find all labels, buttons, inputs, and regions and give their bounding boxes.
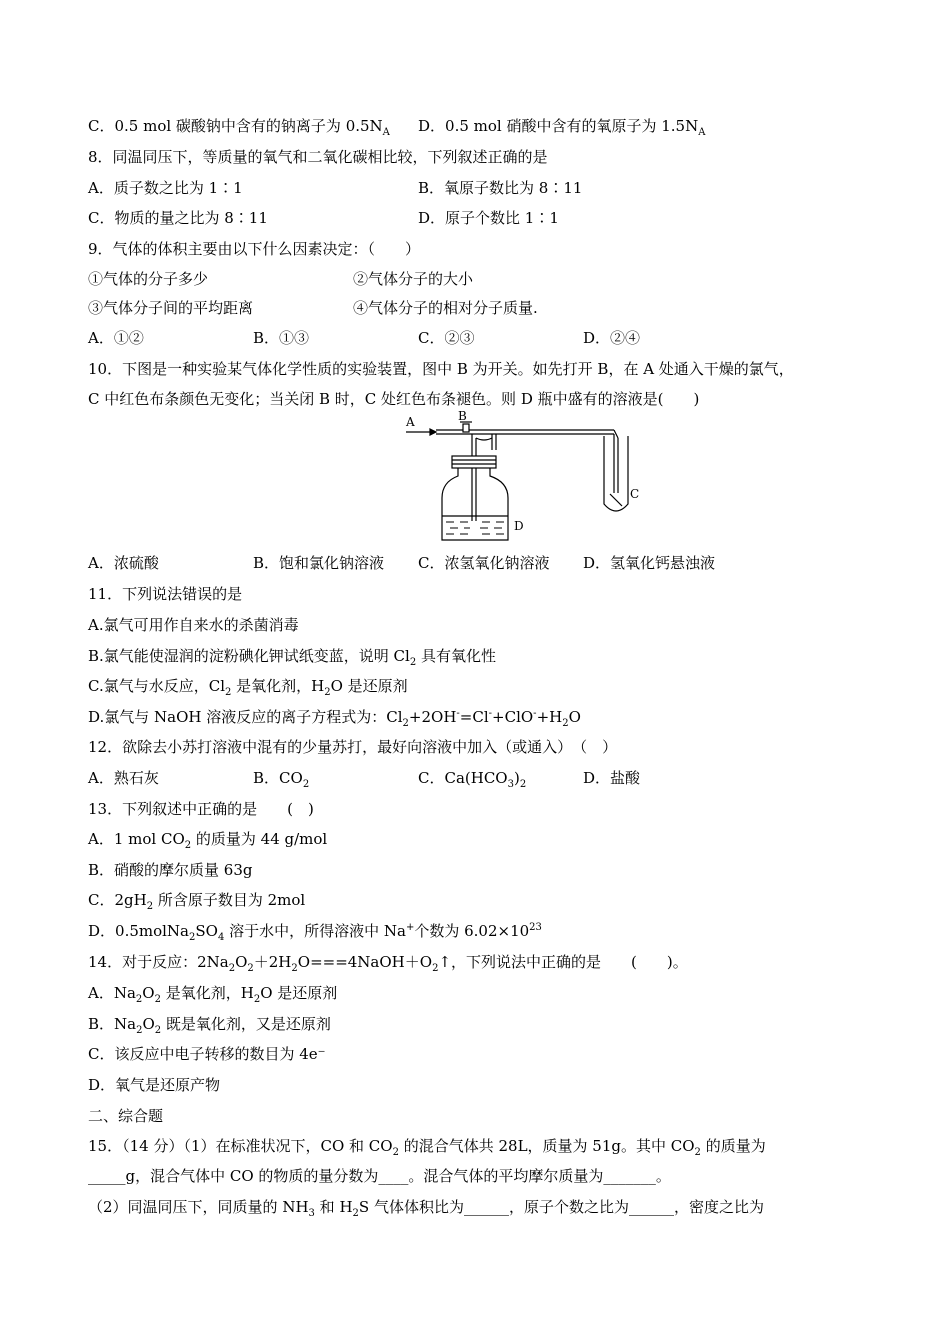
label-c: C <box>630 487 640 501</box>
q11-option-b: B.氯气能使湿润的淀粉碘化钾试纸变蓝，说明 $Cl_2$ 具有氧化性 <box>88 647 496 668</box>
q12-option-a: A．熟石灰 <box>88 769 159 787</box>
label-b: B <box>458 409 467 423</box>
q13-option-d: D．$0.5molNa_2SO_4$ 溶于水中，所得溶液中 Na+个数为 $6.02\times 10^{23}$ <box>88 922 542 943</box>
q9-item-4: ④气体分子的相对分子质量. <box>353 299 538 317</box>
label-d: D <box>514 519 524 533</box>
q12-option-b: B．$CO_2$ <box>253 769 310 790</box>
q11-option-c: C.氯气与水反应，$Cl_2$ 是氧化剂，$H_2O$ 是还原剂 <box>88 677 408 698</box>
q15-line3: （2）同温同压下，同质量的 $NH_3$ 和 $H_2S$ 气体体积比为______，原子个数之比为______，密度之比为 <box>88 1198 764 1219</box>
q9-item-3: ③气体分子间的平均距离 <box>88 299 254 317</box>
q8-option-d: D．原子个数比 1∶1 <box>418 209 559 227</box>
q9-stem: 9．气体的体积主要由以下什么因素决定：（ ） <box>88 240 421 258</box>
q10-option-a: A．浓硫酸 <box>88 554 159 572</box>
section-heading: 二、综合题 <box>88 1107 164 1125</box>
q13-stem: 13．下列叙述中正确的是 ( ) <box>88 800 314 818</box>
q14-option-a: A．$Na_2O_2$ 是氧化剂，$H_2O$ 是还原剂 <box>88 984 338 1005</box>
valve-b <box>463 424 469 432</box>
q10-option-c: C．浓氢氧化钠溶液 <box>418 554 550 572</box>
q9-item-2: ②气体分子的大小 <box>353 270 474 288</box>
q9-option-a: A．①② <box>88 329 144 347</box>
apparatus-diagram <box>404 408 644 548</box>
bottle-d <box>442 468 508 540</box>
q8-option-a: A．质子数之比为 1∶1 <box>88 179 243 197</box>
q14-option-c: C．该反应中电子转移的数目为 4e⁻ <box>88 1045 326 1063</box>
q8-option-b: B．氧原子数比为 8∶11 <box>418 179 583 197</box>
q8-option-c: C．物质的量之比为 8∶11 <box>88 209 268 227</box>
q13-option-c: C．$2gH_2$ 所含原子数目为 2mol <box>88 891 306 912</box>
q7-option-c: C．0.5 mol 碳酸钠中含有的钠离子为 $0.5N_A$ <box>88 117 390 138</box>
q11-option-a: A.氯气可用作自来水的杀菌消毒 <box>88 616 299 634</box>
q10-stem-line2: C 中红色布条颜色无变化；当关闭 B 时，C 处红色布条褪色。则 D 瓶中盛有的溶液是( ) <box>88 390 700 408</box>
q12-stem: 12．欲除去小苏打溶液中混有的少量苏打，最好向溶液中加入（或通入） （ ） <box>88 738 618 756</box>
label-a: A <box>406 415 415 429</box>
q14-option-d: D．氧气是还原产物 <box>88 1076 221 1094</box>
q10-option-d: D．氢氧化钙悬浊液 <box>583 554 716 572</box>
q15-line2: _____g，混合气体中 CO 的物质的量分数为____。混合气体的平均摩尔质量为_______。 <box>88 1167 671 1185</box>
q9-option-b: B．①③ <box>253 329 310 347</box>
q12-option-c: C．$Ca(HCO_3)_2$ <box>418 769 527 790</box>
q9-item-1: ①气体的分子多少 <box>88 270 209 288</box>
q7-option-d: D．0.5 mol 硝酸中含有的氧原子为 $1.5N_A$ <box>418 117 706 138</box>
q12-option-d: D．盐酸 <box>583 769 641 787</box>
q14-stem: 14．对于反应：$2Na_2O_2+2H_2O===4NaOH+O_2↑$，下列说法中正确的是 ( )。 <box>88 953 688 974</box>
q15-line1: 15．（14 分）（1）在标准状况下，CO 和 $CO_2$ 的混合气体共 28L，质量为 51g。其中 $CO_2$ 的质量为 <box>88 1137 766 1158</box>
q10-stem-line1: 10．下图是一种实验某气体化学性质的实验装置，图中 B 为开关。如先打开 B，在 A 处通入干燥的氯气， <box>88 360 794 378</box>
q14-option-b: B．$Na_2O_2$ 既是氧化剂，又是还原剂 <box>88 1015 331 1036</box>
q11-stem: 11．下列说法错误的是 <box>88 585 243 603</box>
q8-stem: 8．同温同压下，等质量的氧气和二氧化碳相比较，下列叙述正确的是 <box>88 148 548 166</box>
q13-option-a: A．1 mol $CO_2$ 的质量为 44 g/mol <box>88 830 328 851</box>
q10-option-b: B．饱和氯化钠溶液 <box>253 554 385 572</box>
q11-option-d: D.氯气与 NaOH 溶液反应的离子方程式为：$Cl_2+2OH^-=Cl^-+ClO^-+H_2O$ <box>88 708 581 729</box>
q13-option-b: B．硝酸的摩尔质量 63g <box>88 861 253 879</box>
q9-option-c: C．②③ <box>418 329 475 347</box>
arrow-head-icon <box>430 429 436 435</box>
q9-option-d: D．②④ <box>583 329 641 347</box>
